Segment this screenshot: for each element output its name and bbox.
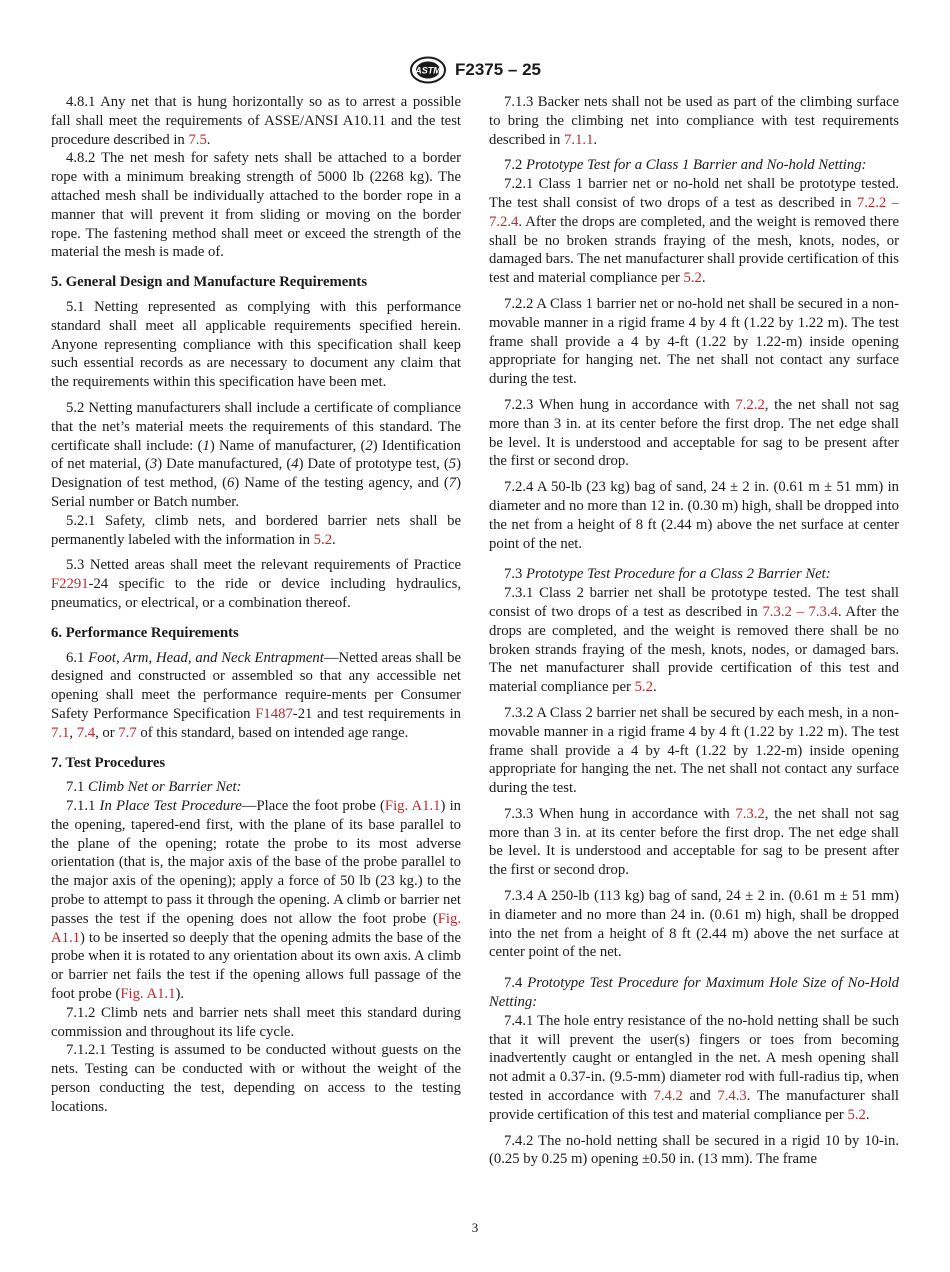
para-7-3-3: 7.3.3 When hung in accordance with 7.3.2, the net shall not sag more than 3 in. at its center before the first drop. The net edge shall be level. It is understood and acceptable for sag to be present after the first or second drop. [489, 805, 899, 879]
ref-link[interactable]: F2291 [51, 576, 89, 593]
para-7-4-2: 7.4.2 The no-hold netting shall be secured in a rigid 10 by 10-in. (0.25 by 0.25 m) opening ±0.50 in. (13 mm). The frame [489, 1132, 899, 1168]
para-5-1: 5.1 Netting represented as complying with this performance standard shall meet all applicable requirements specified herein. Anyone representing compliance with this specification shall keep such essential records as are necessary to document any claim that the requirements within this specification have been met. [51, 298, 461, 391]
ref-link[interactable]: 7.3.2 [735, 805, 765, 822]
ref-link[interactable]: 7.4.2 [653, 1088, 683, 1105]
ref-link[interactable]: F1487 [255, 705, 293, 722]
page-number: 3 [471, 1220, 479, 1235]
para-7-2: 7.2 Prototype Test for a Class 1 Barrier and No-hold Netting: [504, 157, 867, 174]
ref-link[interactable]: 7.2.2 [735, 396, 765, 413]
para-7-3-4: 7.3.4 A 250-lb (113 kg) bag of sand, 24 ± 2 in. (0.61 m ± 51 mm) in diameter and no more than 24 in. (0.61 m) high, shall be dropped into the net from a height of 8 ft (2.44 m) above the net surface at center point of the net. [489, 888, 899, 961]
section-heading-7: 7. Test Procedures [51, 754, 166, 771]
ref-link[interactable]: 7.4 [76, 724, 96, 741]
para-5-3: 5.3 Netted areas shall meet the relevant requirements of Practice F2291-24 specific to the ride or device including hydraulics, pneumatics, or electrical, or a combination thereof. [51, 557, 461, 611]
document-id: F2375 – 25 [454, 60, 541, 79]
para-7-3-2: 7.3.2 A Class 2 barrier net shall be secured by each mesh, in a non-movable manner in a rigid frame 4 by 4 ft (1.22 by 1.22 m). The test frame shall provide a 4 by 4-ft (1.22 by 1.22-m) inside opening appropriate for hanging the net. The net shall not contact any surface during the test. [489, 704, 899, 797]
para-7-1: 7.1 Climb Net or Barrier Net: [66, 779, 242, 796]
section-heading-6: 6. Performance Requirements [51, 624, 239, 641]
ref-link[interactable]: 5.2 [313, 531, 333, 548]
ref-link[interactable]: 5.2 [847, 1106, 866, 1123]
ref-link[interactable]: 7.2.2 – 7.2.4 [489, 194, 900, 230]
page-header [0, 55, 950, 85]
ref-link[interactable]: 7.1 [51, 724, 70, 741]
para-4-8-2: 4.8.2 The net mesh for safety nets shall be attached to a border rope with a minimum breaking strength of 5000 lb (2268 kg). The attached mesh shall be individually attached to the border rope in a manner that will prevent it from sliding or moving on the border rope. The fastening method shall meet or exceed the strength of the material the mesh is made of. [51, 150, 461, 261]
para-5-2-1: 5.2.1 Safety, climb nets, and bordered barrier nets shall be permanently labeled with the information in 5.2. [51, 512, 461, 548]
ref-link[interactable]: Fig. A1.1 [120, 986, 176, 1003]
para-4-8-1: 4.8.1 Any net that is hung horizontally so as to arrest a possible fall shall meet the requirements of ASSE/ANSI A10.11 and the test procedure described in 7.5. [51, 94, 461, 148]
ref-link[interactable]: 5.2 [683, 270, 702, 287]
para-5-2: 5.2 Netting manufacturers shall include a certificate of compliance that the net’s material meets the requirements of this standard. The certificate shall include: (1) Name of manufacturer, (2) Identification of net material, (3) Date manufactured, (4) Date of prototype test, (5) Designation of test method, (6) Name of the testing agency, and (7) Serial number or Batch number. [51, 399, 461, 510]
right-column [489, 93, 899, 1169]
ref-link[interactable]: Fig. A1.1 [384, 798, 441, 815]
ref-link[interactable]: 7.7 [118, 724, 137, 741]
para-7-3: 7.3 Prototype Test Procedure for a Class 2 Barrier Net: [504, 566, 831, 583]
para-7-2-2: 7.2.2 A Class 1 barrier net or no-hold net shall be secured in a non-movable manner in a rigid frame 4 by 4 ft (1.22 by 1.22 m). The test frame shall provide a 4 by 4-ft (1.22 by 1.22-m) inside opening appropriate for hanging net. The net shall not contact any surface during the test. [489, 295, 899, 388]
para-7-2-1: 7.2.1 Class 1 barrier net or no-hold net shall be prototype tested. The test shall consist of two drops of a test as described in 7.2.2 – 7.2.4. After the drops are completed, and the weight is removed there shall be no broken strands fraying of the mesh, knots, nodes, or damaged bars. The net manufacturer shall provide certification of this test and material compliance per 5.2. [489, 176, 900, 287]
section-heading-5: 5. General Design and Manufacture Requirements [51, 274, 368, 291]
svg-text:ASTM: ASTM [415, 65, 441, 76]
para-7-1-1: 7.1.1 In Place Test Procedure—Place the foot probe (Fig. A1.1) in the opening, tapered-end first, with the plane of its base parallel to the plane of the opening; rotate the probe to its most adverse orientation (that is, the major axis of the base of the probe parallel to the major axis of the opening); apply a force of 50 lb (23 kg.) to the probe to attempt to pass it through the opening. A climb or barrier net passes the test if the opening does not allow the foot probe (Fig. A1.1) to be inserted so deeply that the opening admits the base of the probe when it is rotated to any orientation about its own axis. A climb or barrier net fails the test if the opening allows full passage of the foot probe (Fig. A1.1). [51, 798, 461, 1003]
para-7-2-4: 7.2.4 A 50-lb (23 kg) bag of sand, 24 ± 2 in. (0.61 m ± 51 mm) in diameter and no more than 12 in. (0.30 m) high, shall be dropped into the net from a height of 8 ft (2.44 m) above the net surface at center point of the net. [489, 479, 899, 552]
ref-link[interactable]: 7.3.2 – 7.3.4 [762, 603, 838, 620]
astm-logo-icon [409, 56, 447, 84]
para-6-1: 6.1 Foot, Arm, Head, and Neck Entrapment—Netted areas shall be designed and constructed or assembled so that any accessible net opening shall meet the performance require-ments per Consumer Safety Performance Specification F1487-21 and test requirements in 7.1, 7.4, or 7.7 of this standard, based on intended age range. [51, 649, 462, 741]
ref-link[interactable]: 5.2 [634, 679, 653, 696]
ref-link[interactable]: 7.1.1 [564, 131, 594, 148]
para-7-4-1: 7.4.1 The hole entry resistance of the no-hold netting shall be such that it will prevent the user(s) fingers or toes from becoming inadvertently caught or entangled in the net. A mesh opening shall not admit a 0.37-in. (9.5-mm) diameter rod with full-radius tip, when tested in accordance with 7.4.2 and 7.4.3. The manufacturer shall provide certification of this test and material compliance per 5.2. [489, 1012, 899, 1123]
para-7-1-2-1: 7.1.2.1 Testing is assumed to be conducted without guests on the nets. Testing can be conducted with or without the weight of the person conducting the test, depending on access to the testing locations. [51, 1042, 461, 1115]
left-column [51, 93, 461, 1117]
para-7-2-3: 7.2.3 When hung in accordance with 7.2.2, the net shall not sag more than 3 in. at its center before the first drop. The net edge shall be level. It is understood and acceptable for sag to be present after the first or second drop. [489, 396, 899, 470]
ref-link[interactable]: 7.5 [188, 131, 207, 148]
ref-link[interactable]: Fig. A1.1 [51, 910, 461, 946]
para-7-3-1: 7.3.1 Class 2 barrier net shall be prototype tested. The test shall consist of two drops of a test as described in 7.3.2 – 7.3.4. After the drops are completed, and the weight is removed there shall be no broken strands fraying of the mesh, knots, nodes, or damaged bars. The net manufacturer shall provide certification of this test and material compliance per 5.2. [489, 585, 900, 696]
para-7-1-3: 7.1.3 Backer nets shall not be used as part of the climbing surface to bring the climbing net into compliance with test requirements described in 7.1.1. [489, 94, 899, 148]
para-7-4: 7.4 Prototype Test Procedure for Maximum Hole Size of No-Hold Netting: [489, 975, 900, 1011]
ref-link[interactable]: 7.4.3 [717, 1088, 747, 1105]
para-7-1-2: 7.1.2 Climb nets and barrier nets shall meet this standard during commission and throughout its life cycle. [51, 1004, 461, 1040]
